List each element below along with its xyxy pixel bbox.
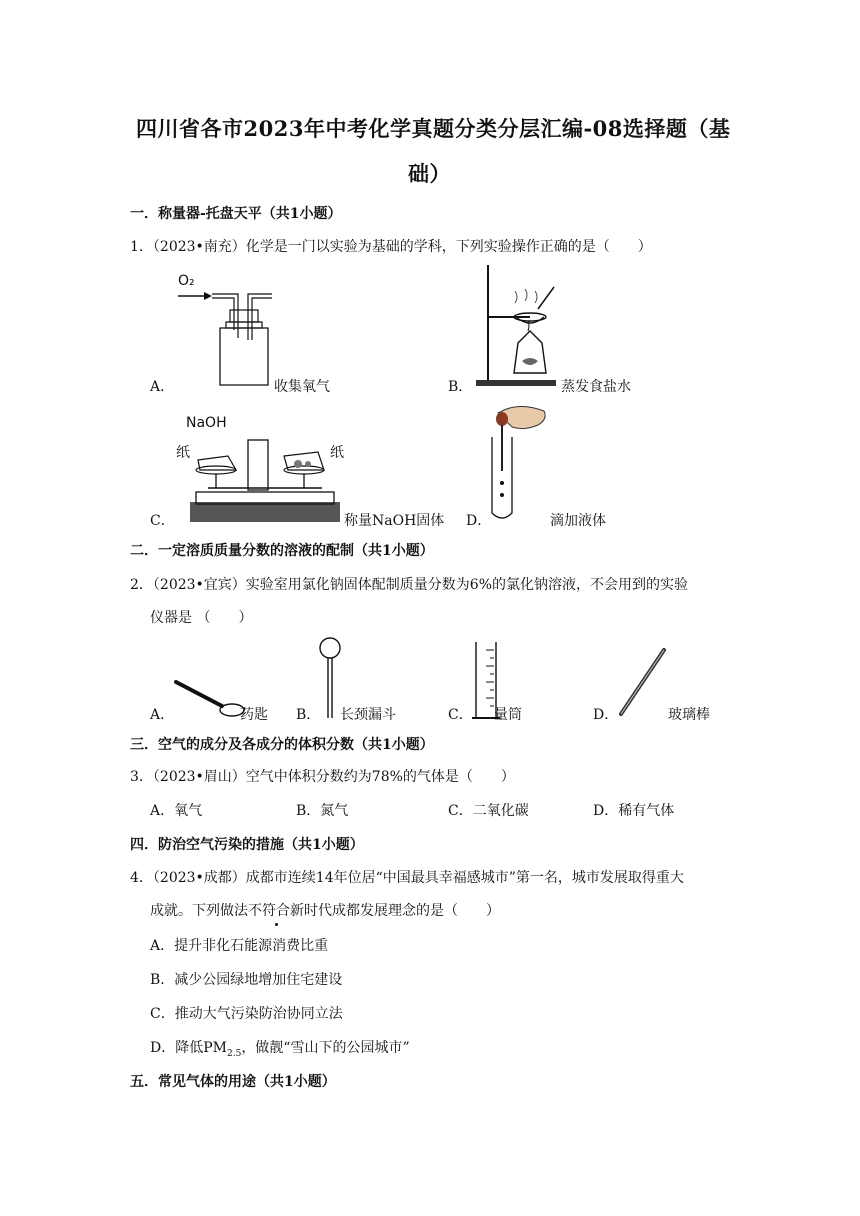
option-c-label: 称量NaOH固体 <box>344 513 445 529</box>
q4-option-d-post: ，做靓“雪山下的公园城市” <box>241 1040 410 1056</box>
option-a-label: 收集氧气 <box>274 379 330 395</box>
q4-option-d-pre: D．降低PM <box>150 1040 227 1056</box>
paper-label-left: 纸 <box>176 445 190 461</box>
q3-option-a: A．氧气 <box>150 803 203 819</box>
glass-rod-image <box>617 648 669 718</box>
question-2-line1: 2．（2023•宜宾）实验室用氯化钠固体配制质量分数为6%的氯化钠溶液，不会用到的实验 <box>130 577 689 593</box>
o2-label: O₂ <box>178 273 195 289</box>
q3-option-b: B．氮气 <box>296 803 349 819</box>
page-title-line1: 四川省各市2023年中考化学真题分类分层汇编-08选择题（基 <box>136 116 731 141</box>
q4-option-d-sub: 2.5 <box>226 1048 242 1059</box>
q2-option-b-letter: B． <box>296 707 321 723</box>
q3-option-d: D．稀有气体 <box>593 803 675 819</box>
q4-option-a: A．提升非化石能源消费比重 <box>150 938 329 954</box>
section-heading-5: 五．常见气体的用途（共1小题） <box>130 1074 336 1090</box>
section-heading-4: 四．防治空气污染的措施（共1小题） <box>130 837 364 853</box>
q4-option-c: C．推动大气污染防治协同立法 <box>150 1006 343 1022</box>
naoh-label: NaOH <box>186 415 227 431</box>
paper-label-right: 纸 <box>330 445 344 461</box>
q4-option-b: B．减少公园绿地增加住宅建设 <box>150 972 343 988</box>
section-heading-2: 二．一定溶质质量分数的溶液的配制（共1小题） <box>130 543 434 559</box>
q2-option-b-label: 长颈漏斗 <box>340 707 396 723</box>
section-heading-3: 三．空气的成分及各成分的体积分数（共1小题） <box>130 737 434 753</box>
q2-option-c-letter: C． <box>448 707 473 723</box>
q2-option-d-label: 玻璃棒 <box>668 707 710 723</box>
option-d-label: 滴加液体 <box>550 513 606 529</box>
option-b-letter: B． <box>448 379 473 395</box>
gas-collection-bottle-image <box>170 270 270 390</box>
q2-option-a-letter: A． <box>150 707 175 723</box>
option-b-label: 蒸发食盐水 <box>561 379 631 395</box>
dropper-test-tube-image <box>486 403 556 523</box>
q2-option-a-label: 药匙 <box>240 707 268 723</box>
option-a-letter: A． <box>150 379 175 395</box>
q3-option-c: C．二氧化碳 <box>448 803 529 819</box>
page-title-line2: 础） <box>408 161 451 186</box>
q2-option-c-label: 量筒 <box>494 707 522 723</box>
question-2-line2: 仪器是 （ ） <box>150 610 253 626</box>
q2-option-d-letter: D． <box>593 707 619 723</box>
option-d-letter: D． <box>466 513 492 529</box>
section-heading-1: 一．称量器-托盘天平（共1小题） <box>130 206 342 222</box>
q4-option-d <box>150 1037 410 1059</box>
evaporation-apparatus-image <box>470 265 590 390</box>
question-4-line2: 成就。下列做法不符合新时代成都发展理念的是（ ） <box>150 903 500 919</box>
balance-scale-image <box>188 430 348 530</box>
question-1: 1．（2023•南充）化学是一门以实验为基础的学科，下列实验操作正确的是（ ） <box>130 239 652 255</box>
question-3: 3．（2023•眉山）空气中体积分数约为78%的气体是（ ） <box>130 769 515 785</box>
question-4-line1: 4．（2023•成都）成都市连续14年位居“中国最具幸福感城市”第一名，城市发展取得重大 <box>130 870 684 886</box>
emphasis-dot <box>275 923 278 926</box>
option-c-letter: C． <box>150 513 175 529</box>
medicine-spoon-image <box>174 676 246 716</box>
